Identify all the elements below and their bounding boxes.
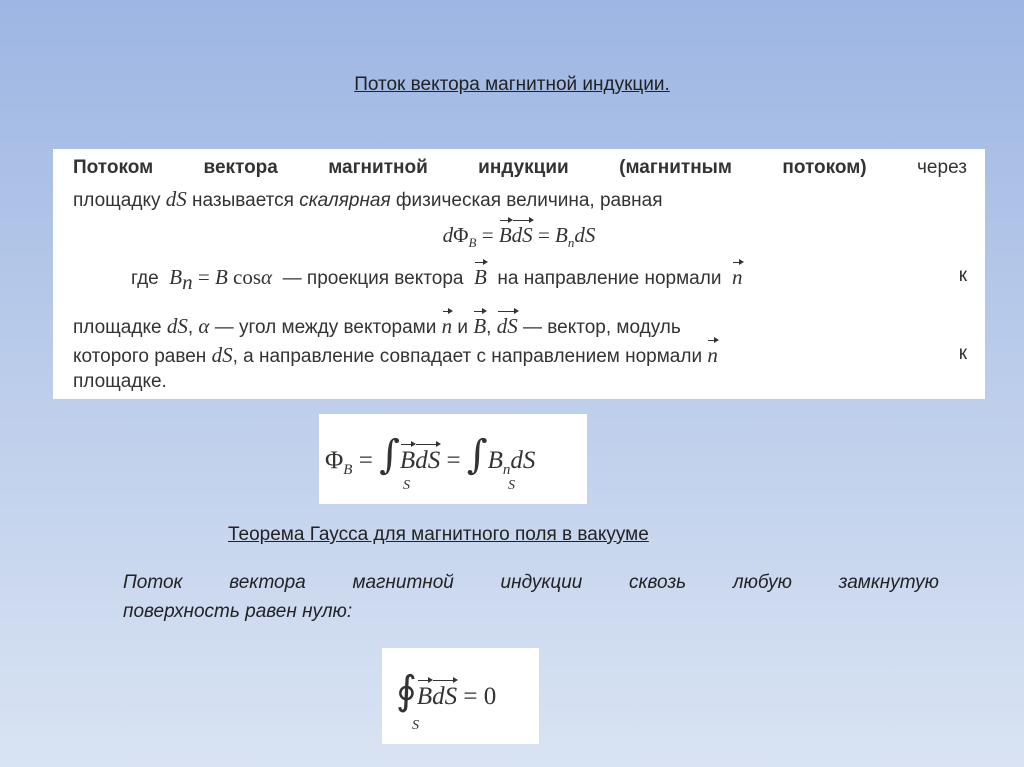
vector-n: n xyxy=(732,265,743,289)
definition-panel xyxy=(53,149,985,399)
text: к xyxy=(958,343,967,364)
definition-line-5 xyxy=(73,314,967,339)
gauss-theorem-statement xyxy=(123,568,939,626)
text: на направление нормали xyxy=(497,268,722,289)
vector-n: n xyxy=(707,343,718,367)
word: магнитной xyxy=(352,572,454,593)
math-sub: n xyxy=(502,462,511,478)
integral-limit: S xyxy=(412,718,419,733)
flux-element-formula: $d\Phi_B$ = BdS = $B_ndS$ xyxy=(442,223,596,250)
word: (магнитным xyxy=(619,157,732,178)
word: вектора xyxy=(203,157,278,178)
text: которого равен xyxy=(73,346,207,367)
math-eq: = xyxy=(358,447,373,474)
math-B: B xyxy=(487,447,503,474)
contour-integral-sign: ∮ xyxy=(396,668,417,714)
word: Поток xyxy=(123,572,183,593)
math-phi: Φ xyxy=(325,447,344,474)
integral-limit: S xyxy=(508,478,515,493)
vector-dS: dS xyxy=(496,314,518,338)
vector-B: B xyxy=(416,683,433,710)
vector-B: B xyxy=(498,223,512,247)
text: , xyxy=(486,317,492,338)
word: потоком) xyxy=(782,157,867,178)
text: скалярная xyxy=(299,190,391,211)
word: магнитной xyxy=(328,157,428,178)
text: площадке xyxy=(73,317,162,338)
word: замкнутую xyxy=(838,572,939,593)
math-dS: dS xyxy=(211,343,233,367)
definition-line-4: где $B_n = B$ cosα — проекция вектора B на направление нормали n к xyxy=(131,265,967,294)
text: — проекция вектора xyxy=(282,268,464,289)
math-sub: B xyxy=(343,462,353,478)
math-eq: = xyxy=(446,447,461,474)
statement-line-2: поверхность равен нулю: xyxy=(123,601,353,622)
word: вектора xyxy=(229,572,306,593)
definition-line-7: площадке. xyxy=(73,371,167,392)
word: индукции xyxy=(500,572,583,593)
text: физическая величина, равная xyxy=(395,190,663,211)
vector-dS: dS xyxy=(432,683,458,710)
definition-line-2 xyxy=(73,187,967,212)
integral-limit: S xyxy=(403,478,410,493)
vector-B: B xyxy=(399,447,416,474)
vector-B: B xyxy=(474,265,487,289)
slide-title: Поток вектора магнитной индукции. xyxy=(354,74,670,95)
text: к xyxy=(958,265,967,286)
word: через xyxy=(917,157,967,178)
text: и xyxy=(457,317,469,338)
math-dS: dS xyxy=(510,447,536,474)
text: называется xyxy=(192,190,294,211)
definition-line-6 xyxy=(73,343,967,368)
flux-integral-formula xyxy=(319,414,587,504)
gauss-theorem-subtitle: Теорема Гаусса для магнитного поля в вакууме xyxy=(228,524,649,545)
integral-sign: ∫ xyxy=(466,432,488,478)
text: — вектор, модуль xyxy=(522,317,681,338)
vector-n: n xyxy=(441,314,453,338)
gauss-law-formula xyxy=(382,648,539,744)
text: , xyxy=(187,317,194,338)
text: , а направление совпадает с направлением нормали xyxy=(232,346,703,367)
math-alpha: α xyxy=(198,314,210,338)
word: любую xyxy=(732,572,792,593)
word: сквозь xyxy=(629,572,687,593)
definition-line-1 xyxy=(73,157,967,179)
text: площадку xyxy=(73,190,161,211)
word: Потоком xyxy=(73,157,154,178)
math-rhs: = 0 xyxy=(463,683,497,710)
math-dS: dS xyxy=(166,314,188,338)
integral-sign: ∫ xyxy=(379,432,400,478)
word: индукции xyxy=(478,157,569,178)
math-dS: dS xyxy=(165,187,187,211)
vector-dS: dS xyxy=(415,447,441,474)
vector-B: B xyxy=(473,314,487,338)
text: где xyxy=(131,268,159,289)
text: — угол между векторами xyxy=(214,317,437,338)
